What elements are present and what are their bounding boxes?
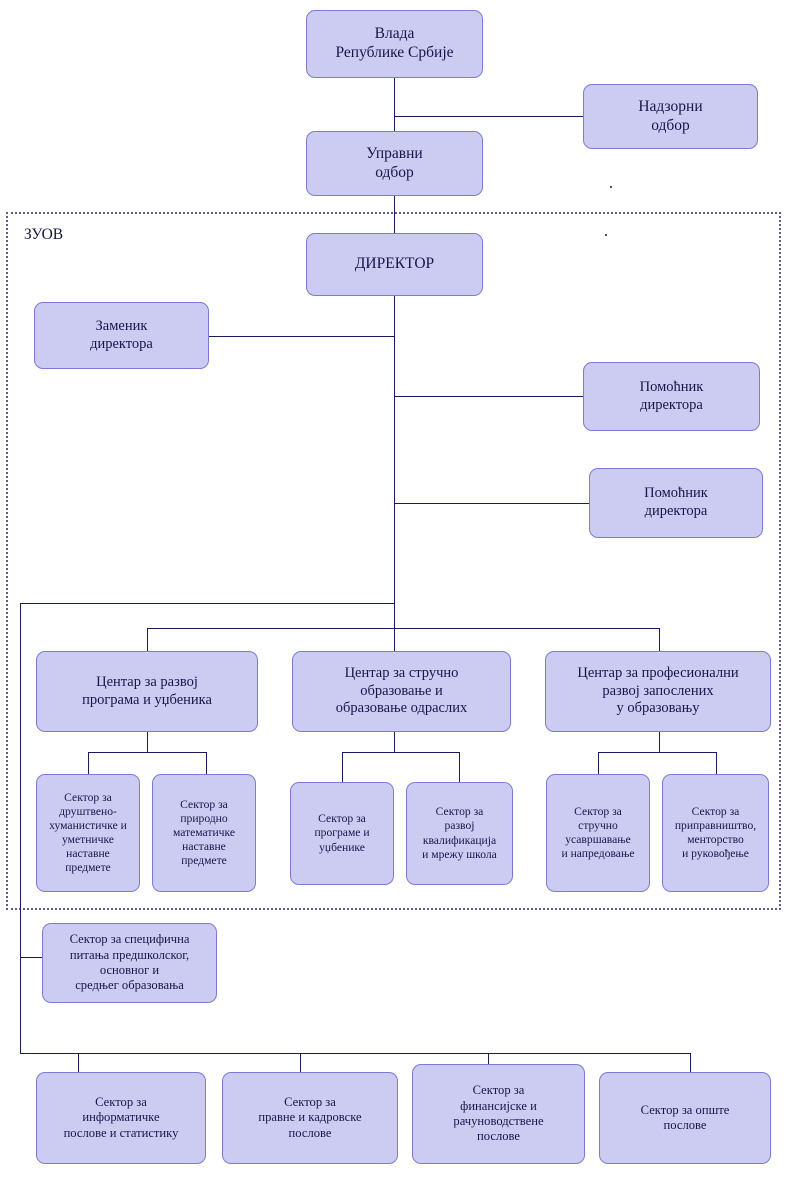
node-sector-social-humanities-label: Сектор за друштвено- хуманистичке и уметничке наставне предмете: [49, 790, 127, 875]
node-sector-training-advancement-label: Сектор за стручно усавршавање и напредовање: [561, 804, 635, 861]
node-center-programs-label: Центар за развој програма и уџбеника: [82, 673, 212, 708]
node-sector-general-label: Сектор за опште послове: [640, 1102, 730, 1132]
connector-government-managing: [394, 78, 395, 134]
connector-bottom-sector4-drop: [690, 1053, 691, 1072]
node-sector-legal-hr-label: Сектор за правне и кадровске послове: [258, 1094, 362, 1140]
connector-center3-bus: [598, 752, 716, 753]
connector-center2-sector1-drop: [342, 752, 343, 782]
connector-center3-stem: [659, 732, 660, 752]
node-sector-internship-mentoring[interactable]: [662, 774, 769, 892]
connector-center2-stem: [394, 732, 395, 752]
node-sector-it-statistics-label: Сектор за информатичке послове и статистику: [63, 1094, 179, 1140]
node-government[interactable]: [306, 10, 483, 78]
node-assistant-director-1[interactable]: [583, 362, 760, 431]
node-deputy-director-label: Заменик директора: [90, 317, 153, 352]
node-sector-natural-math-label: Сектор за природно математичке наставне предмете: [172, 797, 235, 868]
node-sector-finance-accounting-label: Сектор за финансијске и рачуноводствене послове: [453, 1083, 544, 1144]
node-supervisory-board-label: Надзорни одбор: [638, 97, 703, 134]
connector-center3-sector2-drop: [716, 752, 717, 774]
connector-bottom-sector2-drop: [300, 1053, 301, 1072]
node-sector-legal-hr[interactable]: [222, 1072, 398, 1164]
node-sector-training-advancement[interactable]: [546, 774, 650, 892]
connector-center-professional-drop: [659, 628, 660, 651]
connector-center3-sector1-drop: [598, 752, 599, 774]
connector-center-vocational-drop: [394, 628, 395, 651]
connector-center2-bus: [342, 752, 459, 753]
connector-director-assistant-2: [394, 503, 589, 504]
node-deputy-director[interactable]: [34, 302, 209, 369]
node-sector-specific-questions-label: Сектор за специфична питања предшколског, основног и средњег образовања: [69, 932, 190, 993]
node-supervisory-board[interactable]: [583, 84, 758, 149]
node-center-professional-dev[interactable]: [545, 651, 771, 732]
connector-center-programs-drop: [147, 628, 148, 651]
node-sector-general[interactable]: [599, 1072, 771, 1164]
connector-bottom-bus: [20, 1053, 690, 1054]
node-sector-qualifications[interactable]: [406, 782, 513, 885]
node-director[interactable]: [306, 233, 483, 296]
node-sector-specific-questions[interactable]: [42, 923, 217, 1003]
node-managing-board[interactable]: [306, 131, 483, 196]
node-director-label: ДИРЕКТОР: [354, 255, 435, 273]
connector-center1-sector2-drop: [206, 752, 207, 774]
zuov-group-label: ЗУОВ: [24, 226, 64, 243]
connector-director-trunk: [394, 296, 395, 652]
node-government-label: Влада Републике Србије: [335, 25, 454, 61]
node-sector-internship-mentoring-label: Сектор за приправништво, менторство и руковођење: [674, 804, 757, 861]
node-sector-programs-textbooks-label: Сектор за програме и уџбенике: [314, 812, 370, 854]
decorative-dot-frame: [605, 234, 607, 236]
connector-director-deputy: [209, 336, 395, 337]
node-assistant-director-1-label: Помоћник директора: [639, 378, 704, 413]
node-assistant-director-2-label: Помоћник директора: [644, 485, 708, 519]
connector-spine-top: [20, 603, 395, 604]
node-sector-social-humanities[interactable]: [36, 774, 140, 892]
connector-centers-bus: [147, 628, 660, 629]
connector-center2-sector2-drop: [459, 752, 460, 782]
node-sector-finance-accounting[interactable]: [412, 1064, 585, 1164]
decorative-dot-upper: [610, 186, 612, 188]
connector-director-assistant-1: [394, 396, 583, 397]
node-sector-natural-math[interactable]: [152, 774, 256, 892]
node-center-programs[interactable]: [36, 651, 258, 732]
node-assistant-director-2[interactable]: [589, 468, 763, 538]
connector-center1-sector1-drop: [88, 752, 89, 774]
connector-center1-stem: [147, 732, 148, 752]
connector-spine-vertical: [20, 603, 21, 1053]
node-center-vocational[interactable]: [292, 651, 511, 732]
node-managing-board-label: Управни одбор: [366, 144, 423, 181]
connector-spine-to-specific-sector: [20, 957, 42, 958]
connector-center1-bus: [88, 752, 206, 753]
node-center-vocational-label: Центар за стручно образовање и образовање одраслих: [335, 664, 468, 717]
node-sector-qualifications-label: Сектор за развој квалификација и мрежу школа: [422, 805, 497, 861]
node-sector-programs-textbooks[interactable]: [290, 782, 394, 885]
connector-managing-supervisory: [394, 116, 583, 117]
connector-bottom-sector1-drop: [78, 1053, 79, 1072]
connector-managing-director: [394, 196, 395, 233]
node-sector-it-statistics[interactable]: [36, 1072, 206, 1164]
node-center-professional-dev-label: Центар за професионални развој запослених у образовању: [577, 664, 739, 717]
